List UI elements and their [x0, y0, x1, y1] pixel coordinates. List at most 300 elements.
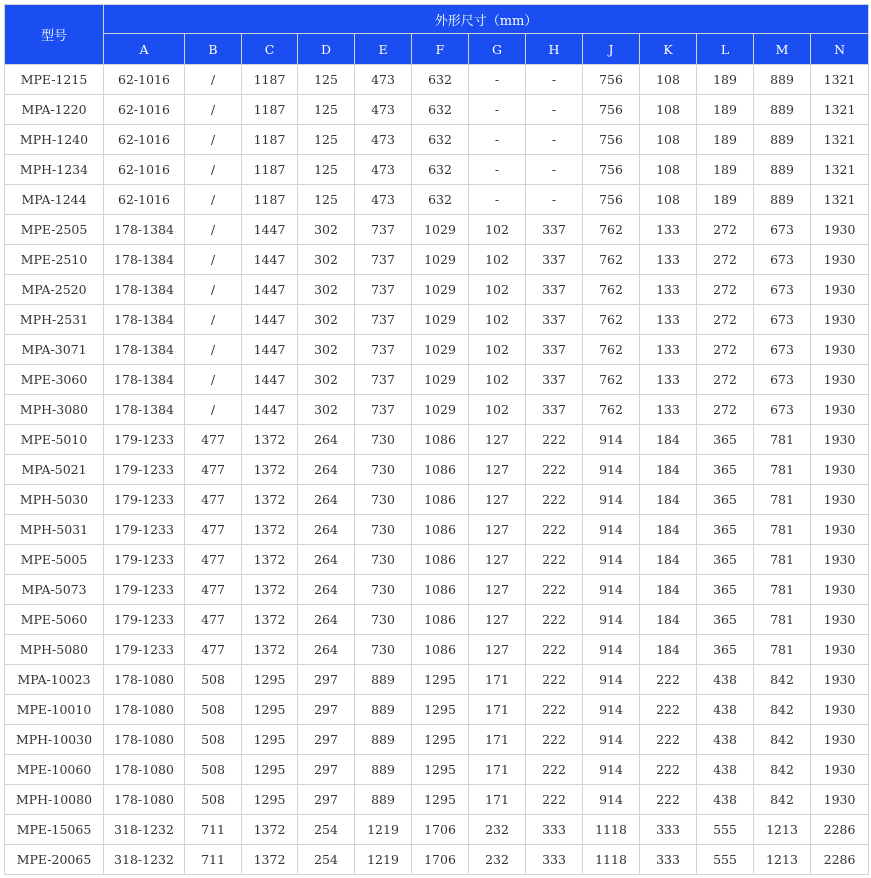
dimension-cell: -	[469, 125, 526, 155]
dimension-cell: 365	[697, 605, 754, 635]
dimension-cell: 133	[640, 305, 697, 335]
dimensions-table	[4, 4, 869, 875]
dimension-cell: 297	[298, 755, 355, 785]
dimension-cell: 889	[355, 755, 412, 785]
dimension-cell: 178-1384	[104, 395, 185, 425]
dimension-cell: 133	[640, 365, 697, 395]
dimension-cell: 62-1016	[104, 95, 185, 125]
dimension-cell: 1930	[811, 695, 869, 725]
dimension-cell: 222	[526, 785, 583, 815]
dimension-cell: 333	[526, 815, 583, 845]
dimension-cell: 673	[754, 275, 811, 305]
dimension-cell: 632	[412, 155, 469, 185]
dimension-cell: 179-1233	[104, 635, 185, 665]
dimension-cell: 889	[754, 125, 811, 155]
table-header	[5, 5, 869, 65]
table-row	[5, 185, 869, 215]
dimension-cell: 1029	[412, 275, 469, 305]
dimension-cell: 302	[298, 305, 355, 335]
dimension-cell: 264	[298, 545, 355, 575]
dimension-cell: 730	[355, 485, 412, 515]
dimension-cell: 1447	[242, 275, 298, 305]
dimension-cell: 222	[526, 485, 583, 515]
dimension-cell: 102	[469, 305, 526, 335]
dimension-cell: 302	[298, 275, 355, 305]
dimension-cell: 1372	[242, 515, 298, 545]
dimension-cell: 2286	[811, 815, 869, 845]
dimension-cell: 365	[697, 485, 754, 515]
dimension-cell: 178-1384	[104, 305, 185, 335]
dimension-cell: 125	[298, 185, 355, 215]
dimension-cell: 473	[355, 185, 412, 215]
dimension-cell: /	[185, 335, 242, 365]
dimension-cell: 1321	[811, 65, 869, 95]
dimension-cell: 914	[583, 665, 640, 695]
dimension-cell: /	[185, 395, 242, 425]
dimension-cell: 1372	[242, 605, 298, 635]
model-cell: MPE-5005	[5, 545, 104, 575]
dimension-cell: 438	[697, 695, 754, 725]
table-row	[5, 245, 869, 275]
dimension-cell: 473	[355, 95, 412, 125]
table-row	[5, 425, 869, 455]
dimension-cell: 108	[640, 155, 697, 185]
table-row	[5, 725, 869, 755]
dimension-cell: 127	[469, 605, 526, 635]
dimension-cell: 632	[412, 125, 469, 155]
dimension-cell: 1086	[412, 635, 469, 665]
table-row	[5, 575, 869, 605]
dimension-cell: 178-1384	[104, 275, 185, 305]
dimension-cell: 222	[640, 665, 697, 695]
dimension-cell: /	[185, 305, 242, 335]
dimension-cell: 189	[697, 125, 754, 155]
dimension-cell: 127	[469, 515, 526, 545]
dimension-cell: 1930	[811, 605, 869, 635]
table-row	[5, 365, 869, 395]
dimension-cell: 297	[298, 785, 355, 815]
dimension-cell: 62-1016	[104, 65, 185, 95]
dimension-cell: -	[526, 65, 583, 95]
dimension-cell: 184	[640, 575, 697, 605]
table-row	[5, 665, 869, 695]
dimension-cell: 1118	[583, 845, 640, 875]
dimension-cell: 365	[697, 455, 754, 485]
dimension-cell: 264	[298, 455, 355, 485]
dimension-cell: 1447	[242, 365, 298, 395]
table-row	[5, 305, 869, 335]
dimension-cell: 1213	[754, 815, 811, 845]
dimension-cell: 1213	[754, 845, 811, 875]
dimension-cell: 730	[355, 605, 412, 635]
dimension-cell: 781	[754, 515, 811, 545]
dimension-cell: 62-1016	[104, 155, 185, 185]
dimension-cell: 1086	[412, 575, 469, 605]
table-row	[5, 755, 869, 785]
dimension-cell: 711	[185, 845, 242, 875]
dimension-cell: 365	[697, 425, 754, 455]
dimension-cell: 756	[583, 185, 640, 215]
dimension-cell: 1930	[811, 785, 869, 815]
dimension-cell: 1029	[412, 215, 469, 245]
dimension-cell: 914	[583, 575, 640, 605]
model-cell: MPA-3071	[5, 335, 104, 365]
dimension-cell: 62-1016	[104, 185, 185, 215]
model-cell: MPA-2520	[5, 275, 104, 305]
dimension-cell: 184	[640, 455, 697, 485]
dimension-cell: 1930	[811, 215, 869, 245]
model-cell: MPE-20065	[5, 845, 104, 875]
dimension-cell: 508	[185, 785, 242, 815]
dimension-cell: 1187	[242, 185, 298, 215]
column-header-l: L	[697, 34, 754, 65]
dimension-cell: 1930	[811, 305, 869, 335]
dimension-cell: 555	[697, 815, 754, 845]
dimension-cell: 1219	[355, 845, 412, 875]
dimension-cell: 1295	[242, 725, 298, 755]
dimension-cell: 781	[754, 485, 811, 515]
table-row	[5, 125, 869, 155]
model-cell: MPH-5080	[5, 635, 104, 665]
dimension-cell: 508	[185, 695, 242, 725]
dimension-cell: 1372	[242, 425, 298, 455]
dimension-cell: 184	[640, 515, 697, 545]
dimension-cell: 232	[469, 845, 526, 875]
dimension-cell: 302	[298, 365, 355, 395]
model-cell: MPH-5030	[5, 485, 104, 515]
dimension-cell: 438	[697, 785, 754, 815]
dimension-cell: 508	[185, 755, 242, 785]
dimension-cell: -	[526, 185, 583, 215]
dimension-cell: 171	[469, 665, 526, 695]
dimension-cell: 730	[355, 455, 412, 485]
dimension-cell: 264	[298, 425, 355, 455]
dimension-cell: 178-1080	[104, 755, 185, 785]
dimension-cell: /	[185, 275, 242, 305]
dimension-cell: 337	[526, 395, 583, 425]
dimension-cell: 302	[298, 245, 355, 275]
dimension-cell: 1930	[811, 455, 869, 485]
model-cell: MPH-3080	[5, 395, 104, 425]
dimension-cell: 222	[640, 695, 697, 725]
dimension-cell: 1187	[242, 125, 298, 155]
dimension-cell: 179-1233	[104, 425, 185, 455]
dimension-cell: /	[185, 215, 242, 245]
dimension-cell: -	[469, 65, 526, 95]
dimension-cell: 1447	[242, 245, 298, 275]
dimension-cell: 914	[583, 455, 640, 485]
dimension-cell: 842	[754, 665, 811, 695]
dimension-cell: 102	[469, 215, 526, 245]
dimension-cell: 179-1233	[104, 575, 185, 605]
dimension-cell: 1187	[242, 65, 298, 95]
dimension-cell: -	[469, 155, 526, 185]
model-cell: MPH-2531	[5, 305, 104, 335]
dimension-cell: 178-1080	[104, 725, 185, 755]
dimension-cell: /	[185, 65, 242, 95]
dimension-cell: 1930	[811, 545, 869, 575]
dimension-cell: 2286	[811, 845, 869, 875]
dimension-cell: 632	[412, 185, 469, 215]
dimension-cell: 222	[526, 695, 583, 725]
dimension-cell: 171	[469, 695, 526, 725]
dimension-cell: 673	[754, 215, 811, 245]
dimension-cell: 133	[640, 335, 697, 365]
dimension-cell: 781	[754, 545, 811, 575]
dimension-cell: 127	[469, 545, 526, 575]
model-cell: MPA-10023	[5, 665, 104, 695]
column-header-k: K	[640, 34, 697, 65]
dimension-cell: 762	[583, 335, 640, 365]
dimension-cell: 1029	[412, 305, 469, 335]
dimension-cell: 730	[355, 575, 412, 605]
dimension-cell: 318-1232	[104, 845, 185, 875]
table-row	[5, 605, 869, 635]
dimension-cell: 108	[640, 65, 697, 95]
dimension-cell: 178-1384	[104, 365, 185, 395]
dimension-cell: 1930	[811, 335, 869, 365]
dimension-cell: 1029	[412, 245, 469, 275]
dimension-cell: 889	[355, 665, 412, 695]
dimension-cell: 737	[355, 395, 412, 425]
dimension-cell: 222	[526, 425, 583, 455]
dimension-cell: 1219	[355, 815, 412, 845]
table-row	[5, 545, 869, 575]
dimension-cell: 1930	[811, 245, 869, 275]
model-cell: MPE-10010	[5, 695, 104, 725]
dimension-cell: 178-1384	[104, 245, 185, 275]
model-cell: MPA-1220	[5, 95, 104, 125]
dimension-cell: 1086	[412, 455, 469, 485]
column-header-n: N	[811, 34, 869, 65]
model-cell: MPE-5010	[5, 425, 104, 455]
dimension-cell: 184	[640, 605, 697, 635]
dimension-cell: 102	[469, 275, 526, 305]
model-cell: MPH-10030	[5, 725, 104, 755]
table-row	[5, 635, 869, 665]
dimension-cell: 133	[640, 245, 697, 275]
dimension-cell: 737	[355, 275, 412, 305]
dimension-cell: 333	[526, 845, 583, 875]
dimension-cell: 730	[355, 515, 412, 545]
dimension-cell: 333	[640, 815, 697, 845]
dimension-cell: 477	[185, 545, 242, 575]
dimension-cell: 302	[298, 215, 355, 245]
dimension-cell: 914	[583, 485, 640, 515]
table-row	[5, 65, 869, 95]
dimension-cell: 473	[355, 125, 412, 155]
dimension-cell: 189	[697, 65, 754, 95]
dimension-cell: 762	[583, 365, 640, 395]
column-header-d: D	[298, 34, 355, 65]
dimension-cell: 102	[469, 365, 526, 395]
dimension-cell: 555	[697, 845, 754, 875]
dimension-cell: 1930	[811, 425, 869, 455]
dimension-cell: 184	[640, 545, 697, 575]
model-cell: MPE-2505	[5, 215, 104, 245]
dimension-cell: 762	[583, 245, 640, 275]
dimension-cell: 1295	[412, 695, 469, 725]
dimension-cell: -	[469, 95, 526, 125]
model-cell: MPE-15065	[5, 815, 104, 845]
model-cell: MPA-5021	[5, 455, 104, 485]
dimension-cell: 222	[526, 575, 583, 605]
dimension-cell: 222	[526, 545, 583, 575]
dimension-cell: 477	[185, 635, 242, 665]
dimension-cell: 889	[754, 95, 811, 125]
dimension-cell: 781	[754, 605, 811, 635]
table-row	[5, 155, 869, 185]
dimension-cell: 127	[469, 425, 526, 455]
dimension-cell: 318-1232	[104, 815, 185, 845]
dimension-cell: /	[185, 155, 242, 185]
dimension-cell: 1029	[412, 365, 469, 395]
dimension-cell: 272	[697, 215, 754, 245]
dimension-cell: 1295	[412, 725, 469, 755]
dimension-cell: 264	[298, 515, 355, 545]
dimension-cell: 1321	[811, 155, 869, 185]
model-cell: MPE-3060	[5, 365, 104, 395]
dimension-cell: 889	[754, 185, 811, 215]
dimension-cell: 508	[185, 725, 242, 755]
dimension-cell: 102	[469, 395, 526, 425]
dimension-cell: 889	[754, 65, 811, 95]
model-cell: MPH-1234	[5, 155, 104, 185]
column-header-c: C	[242, 34, 298, 65]
dimension-cell: 781	[754, 455, 811, 485]
dimension-cell: 264	[298, 635, 355, 665]
dimension-cell: 477	[185, 575, 242, 605]
dimension-cell: 737	[355, 335, 412, 365]
dimension-cell: 133	[640, 395, 697, 425]
dimension-cell: 477	[185, 605, 242, 635]
dimension-cell: 365	[697, 575, 754, 605]
dimension-cell: 297	[298, 665, 355, 695]
dimension-cell: 842	[754, 725, 811, 755]
dimension-cell: 133	[640, 275, 697, 305]
dimension-cell: 737	[355, 215, 412, 245]
dimension-cell: 1086	[412, 605, 469, 635]
dimension-cell: 756	[583, 95, 640, 125]
dimension-cell: /	[185, 95, 242, 125]
dimension-cell: 333	[640, 845, 697, 875]
model-cell: MPA-5073	[5, 575, 104, 605]
dimension-cell: 1447	[242, 335, 298, 365]
dimension-cell: 438	[697, 665, 754, 695]
dimension-cell: 1930	[811, 665, 869, 695]
dimension-cell: 1295	[412, 755, 469, 785]
dimension-cell: 914	[583, 785, 640, 815]
dimension-cell: 1187	[242, 155, 298, 185]
column-header-j: J	[583, 34, 640, 65]
dimension-cell: 125	[298, 65, 355, 95]
dimension-cell: 108	[640, 125, 697, 155]
model-cell: MPA-1244	[5, 185, 104, 215]
dimension-cell: 1321	[811, 125, 869, 155]
dimension-cell: 914	[583, 725, 640, 755]
dimension-columns-header-row	[5, 34, 869, 65]
dimension-cell: 254	[298, 815, 355, 845]
dimension-cell: 438	[697, 755, 754, 785]
dimension-cell: -	[526, 125, 583, 155]
dimension-cell: 842	[754, 755, 811, 785]
dimension-cell: 1706	[412, 845, 469, 875]
column-header-g: G	[469, 34, 526, 65]
dimension-cell: 473	[355, 155, 412, 185]
dimension-cell: 737	[355, 365, 412, 395]
table-row	[5, 275, 869, 305]
table-row	[5, 395, 869, 425]
dimension-cell: 632	[412, 95, 469, 125]
dimension-cell: 108	[640, 185, 697, 215]
dimension-cell: 178-1080	[104, 695, 185, 725]
dimension-cell: 1029	[412, 395, 469, 425]
dimension-cell: 781	[754, 635, 811, 665]
dimension-cell: 1447	[242, 305, 298, 335]
dimension-cell: 914	[583, 425, 640, 455]
dimension-cell: 179-1233	[104, 515, 185, 545]
dimension-cell: 302	[298, 395, 355, 425]
dimension-cell: 179-1233	[104, 485, 185, 515]
dimension-cell: 189	[697, 185, 754, 215]
dimension-cell: 1321	[811, 95, 869, 125]
table-row	[5, 785, 869, 815]
dimension-cell: 756	[583, 65, 640, 95]
dimension-cell: 171	[469, 725, 526, 755]
table-row	[5, 95, 869, 125]
dimension-cell: 179-1233	[104, 545, 185, 575]
dimension-cell: 1930	[811, 395, 869, 425]
dimension-cell: 264	[298, 575, 355, 605]
dimension-cell: 264	[298, 605, 355, 635]
dimension-cell: 222	[526, 635, 583, 665]
dimension-cell: 673	[754, 365, 811, 395]
dimension-cell: 632	[412, 65, 469, 95]
dimension-cell: 184	[640, 425, 697, 455]
dimension-cell: 127	[469, 455, 526, 485]
dimension-cell: 178-1080	[104, 665, 185, 695]
dimension-cell: 673	[754, 335, 811, 365]
dimension-cell: 508	[185, 665, 242, 695]
dimension-cell: 1086	[412, 545, 469, 575]
dimension-cell: 1295	[242, 755, 298, 785]
dimension-cell: 1372	[242, 845, 298, 875]
dimension-cell: 337	[526, 365, 583, 395]
dimension-cell: 108	[640, 95, 697, 125]
dimension-cell: 1295	[412, 785, 469, 815]
model-cell: MPE-1215	[5, 65, 104, 95]
table-body	[5, 65, 869, 875]
dimension-cell: 254	[298, 845, 355, 875]
dimension-cell: 914	[583, 605, 640, 635]
dimension-cell: 272	[697, 305, 754, 335]
model-cell: MPE-5060	[5, 605, 104, 635]
dimension-cell: 756	[583, 125, 640, 155]
dimension-cell: /	[185, 185, 242, 215]
model-cell: MPE-2510	[5, 245, 104, 275]
table-row	[5, 485, 869, 515]
dimension-cell: 711	[185, 815, 242, 845]
dimension-cell: 1930	[811, 275, 869, 305]
dimension-cell: 914	[583, 545, 640, 575]
dimension-cell: 184	[640, 485, 697, 515]
dimension-cell: 762	[583, 215, 640, 245]
dimension-cell: -	[526, 95, 583, 125]
dimension-cell: 842	[754, 695, 811, 725]
dimension-cell: 737	[355, 305, 412, 335]
dimension-cell: 222	[640, 725, 697, 755]
dimension-cell: 222	[526, 725, 583, 755]
